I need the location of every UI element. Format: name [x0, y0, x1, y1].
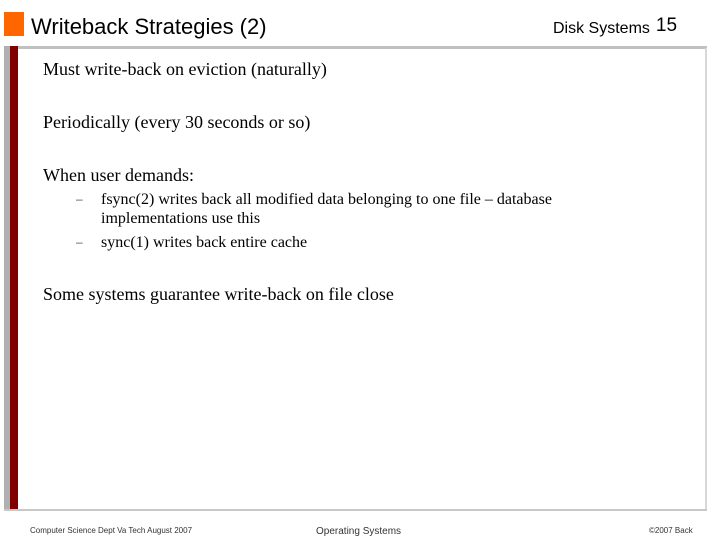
- sub-bullet-marker: –: [76, 192, 83, 206]
- footer-course: Operating Systems: [316, 526, 402, 537]
- header-rule: [4, 46, 707, 49]
- bullet-file-close: Some systems guarantee write-back on file close: [43, 284, 394, 304]
- slide-number: 15: [655, 15, 678, 36]
- left-bar-red: [10, 46, 18, 510]
- slide-header-right: [553, 17, 677, 39]
- bottom-rule: [4, 509, 707, 511]
- bullet-eviction: Must write-back on eviction (naturally): [43, 59, 327, 79]
- right-border: [705, 48, 707, 510]
- bullet-user-demands: When user demands:: [43, 165, 194, 185]
- slide-title: Writeback Strategies (2): [31, 14, 267, 39]
- orange-accent-square: [4, 12, 24, 36]
- sub-bullet-sync-text: sync(1) writes back entire cache: [101, 234, 308, 251]
- footer-department: Computer Science Dept Va Tech August 2007: [30, 526, 193, 535]
- section-name: Disk Systems: [553, 20, 650, 37]
- footer-copyright: ©2007 Back: [649, 526, 693, 535]
- sub-bullet-marker: –: [76, 235, 83, 249]
- sub-bullet-fsync-text: fsync(2) writes back all modified data belonging to one file – database implementations use this: [101, 191, 552, 227]
- bullet-periodically: Periodically (every 30 seconds or so): [43, 112, 311, 132]
